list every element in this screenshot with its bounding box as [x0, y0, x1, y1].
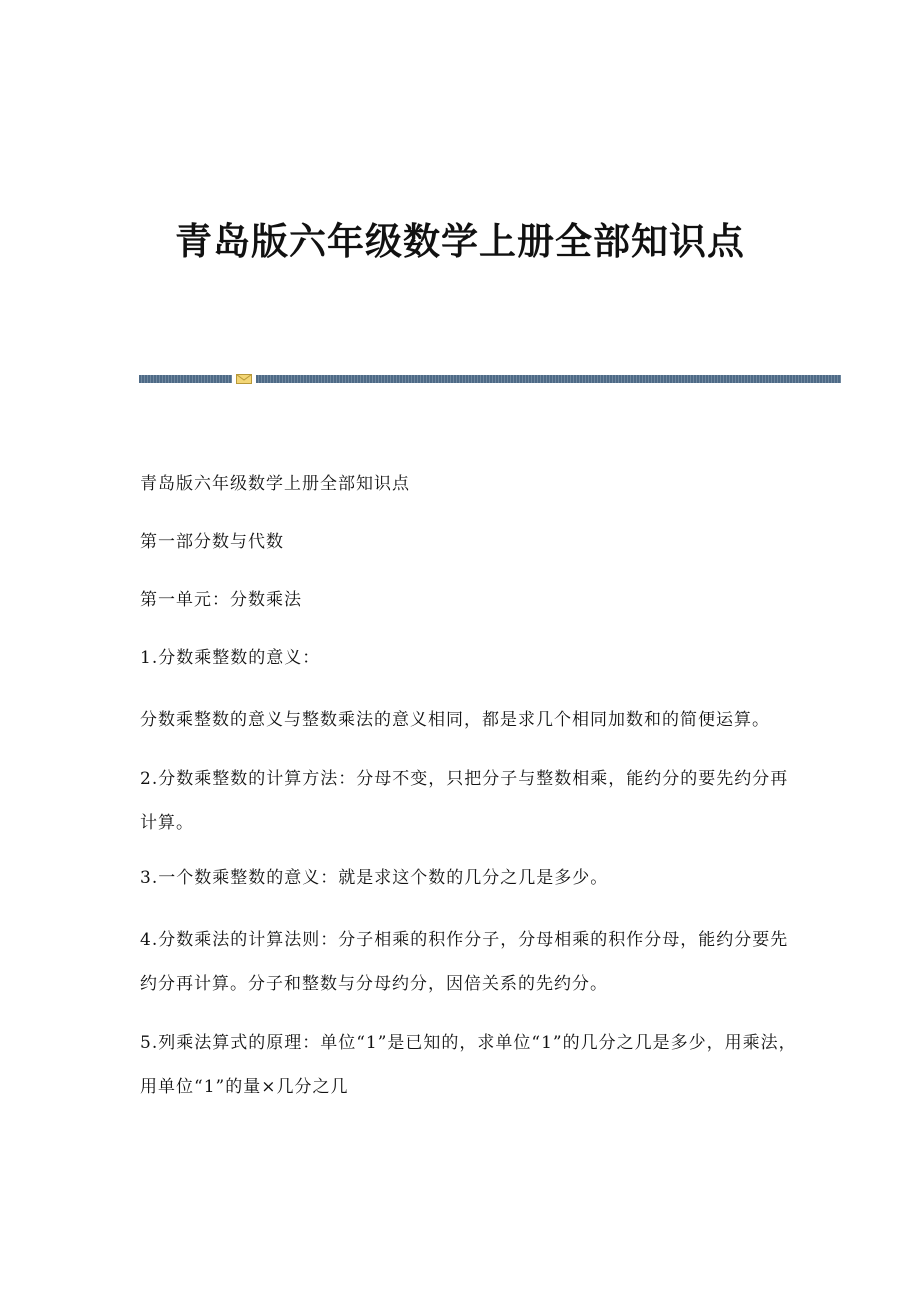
title-divider [139, 374, 841, 384]
paragraph-unit-heading: 第一单元：分数乘法 [140, 590, 302, 610]
paragraph-point-3: 3.一个数乘整数的意义：就是求这个数的几分之几是多少。 [140, 868, 609, 888]
divider-bar-left [139, 375, 232, 383]
paragraph-point-2: 2.分数乘整数的计算方法：分母不变，只把分子与整数相乘，能约分的要先约分再计算。 [140, 769, 789, 833]
paragraph-point-5: 5.列乘法算式的原理：单位“1”是已知的，求单位“1”的几分之几是多少，用乘法，用单位“1”的量×几分之几 [140, 1033, 797, 1097]
document-body [140, 466, 800, 1124]
envelope-ornament-icon [236, 374, 252, 384]
paragraph-point-4: 4.分数乘法的计算法则：分子相乘的积作分子，分母相乘的积作分母，能约分要先约分再计算。分子和整数与分母约分，因倍关系的先约分。 [140, 930, 789, 994]
document-title: 青岛版六年级数学上册全部知识点 [175, 219, 745, 263]
paragraph-repeat-title: 青岛版六年级数学上册全部知识点 [140, 474, 410, 494]
paragraph-part-heading: 第一部分数与代数 [140, 532, 284, 552]
divider-bar-right [256, 375, 841, 383]
paragraph-point-1-body: 分数乘整数的意义与整数乘法的意义相同，都是求几个相同加数和的简便运算。 [140, 710, 770, 730]
paragraph-point-1-heading: 1.分数乘整数的意义： [140, 648, 321, 668]
